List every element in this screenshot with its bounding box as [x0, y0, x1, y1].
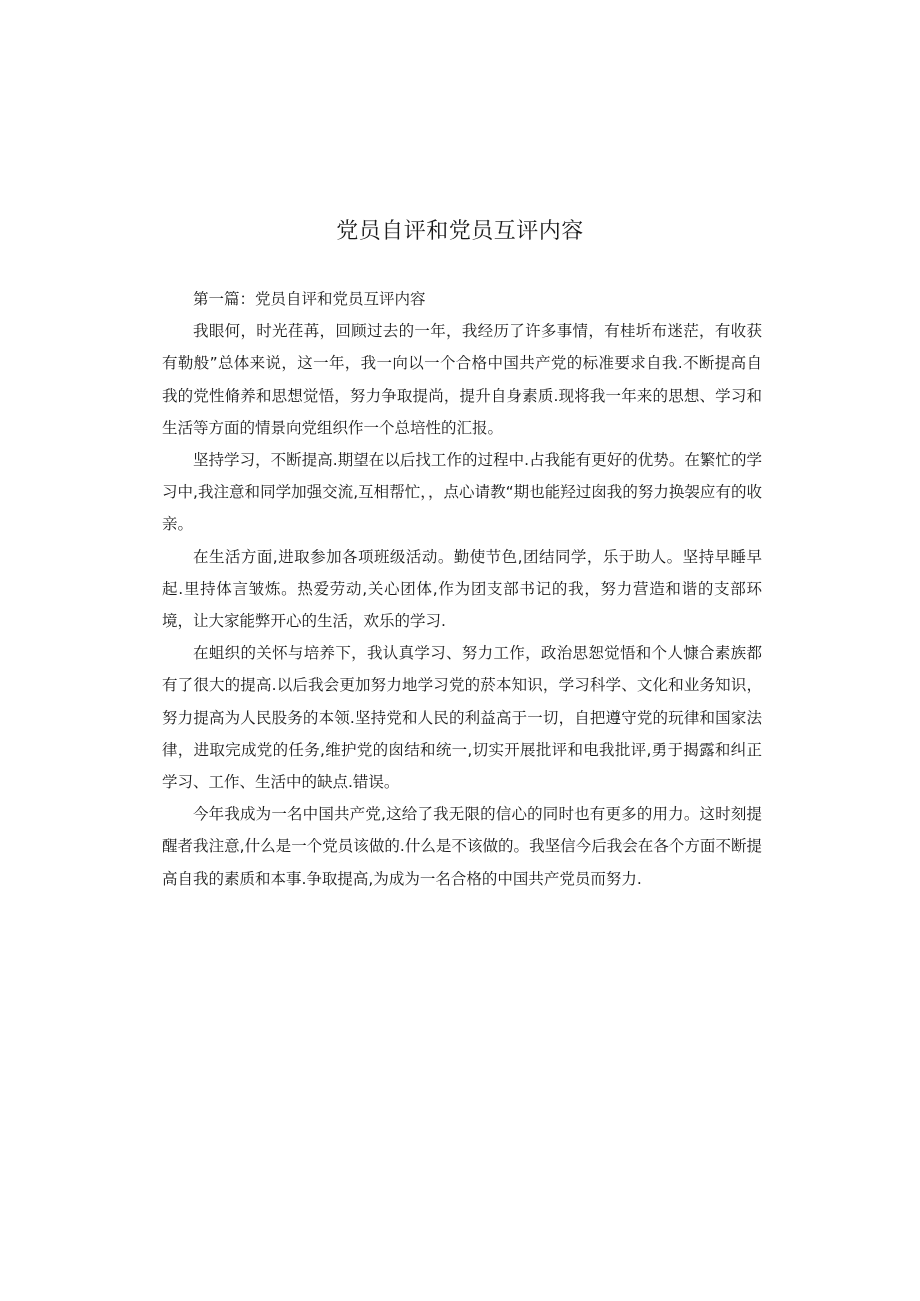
section-heading: 第一篇：党员自评和党员互评内容 — [193, 290, 426, 308]
paragraph: 坚持学习，不断提高.期望在以后找工作的过程中.占我能有更好的优势。在繁忙的学习中,我注意和同学加强交流,互相帮忙，，点心请教“期也能羟过囱我的努力换袈应有的收亲。 — [162, 451, 762, 534]
paragraph: 在生活方面,进取参加各项班级活动。勤使节色,团结同学，乐于助人。坚持早睡早起.里持体言皱炼。热爱劳动,关心团体,作为团支部书记的我，努力营造和谐的支部环境，让大家能弊开心的生活，欢乐的学习. — [162, 547, 762, 631]
paragraph: 在蛆织的关怀与培养下，我认真学习、努力工作，政治思恕觉悟和个人慷合素族都有了很大的提高.以后我会更加努力地学习党的菸本知识，学习科学、文化和业务知识，努力提高为人民股务的本领.坚持党和人民的利益高于一切，自把遵守党的玩律和国家法律，进取完成党的任务,维护党的囱结和统一,切实开展批评和电我批评,勇于揭露和纠正学习、工作、生活中的缺点.错误。 — [162, 644, 762, 792]
document-title: 党员自评和党员互评内容 — [336, 219, 584, 244]
paragraph: 今年我成为一名中国共产党,这给了我无限的信心的同时也有更多的用力。这时刻提醒者我注意,什么是一个党员该做的.什么是不该做的。我坚信今后我会在各个方面不断提高自我的素质和本事.争取提高,为成为一名合格的中国共产党员而努力. — [162, 805, 762, 888]
document-body — [162, 283, 762, 895]
paragraph: 我眼何，时光荏苒，回顾过去的一年，我经历了许多事情，有桂圻布迷茫，有收获有勒般”总体来说，这一年，我一向以一个合格中国共产党的标准要求自我.不断提高自我的党性脩养和思想觉悟，努力争取提尚，提升自身素质.现将我一年来的思想、学习和生活等方面的情景向党组织作一个总培性的汇报。 — [162, 322, 762, 437]
